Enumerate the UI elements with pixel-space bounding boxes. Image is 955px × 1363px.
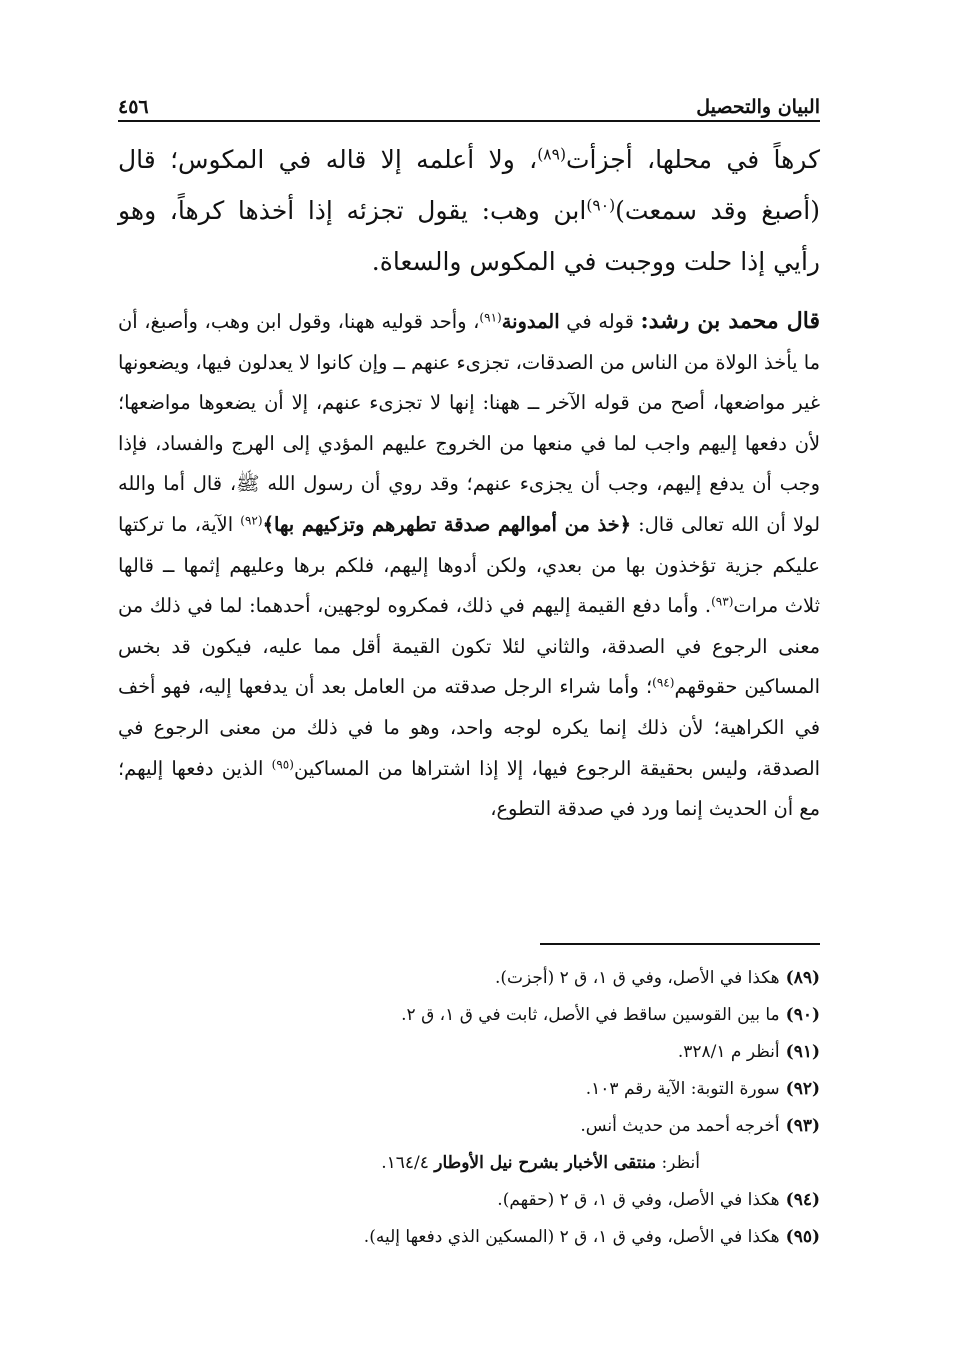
footnote-text: أنظر م ٣٢٨/١.: [677, 1042, 780, 1062]
text-run: الآية، ما تركتها عليكم جزية تؤخذون بها من بعدي، ولكن أدوها إليهم، فلكم برها وعليهم إثمها ــ قالها ثلاث مرات: [118, 512, 820, 618]
footnote-ref-89: (٨٩): [537, 145, 567, 164]
footnotes: [118, 960, 820, 1256]
footnote-sub-suffix: ١٦٤/٤.: [381, 1153, 435, 1173]
text-run: ابن وهب: يقول تجزئه إذا أخذها كرهاً، وهو رأيي إذا حلت ووجبت في المكوس والسعاة.: [118, 196, 820, 276]
footnote-number: (٩١): [785, 1042, 820, 1062]
footnote-item: [118, 960, 820, 997]
footnote-subnote: [118, 1145, 820, 1182]
quran-quote: ﴿خذ من أموالهم صدقة تطهرهم وتزكيهم بها﴾: [262, 512, 631, 536]
text-run: ، وأحد قوليه ههنا، وقول ابن وهب، وأصبغ، أن ما يأخذ الولاة من الناس من الصدقات، تجزىء عنهم ــ وإن كانوا لا يعدلون فيها، ويضعونها غير مواضعها، أصح من قوله الآخر ــ ههنا: إنها لا تجزىء عنهم، إلا أن يضعوها مواضعها؛ لأن دفعها إليهم واجب لما في منعها من الخروج عليهم المؤدي إلى الهرج والفساد، فإذا وجب أن يدفع إليهم، وجب أن يجزىء عنهم؛ وقد روي أن رسول الله ﷺ، قال أما والله لولا أن الله تعالى قال:: [118, 310, 820, 536]
footnote-item: [118, 1108, 820, 1145]
footnote-text: ما بين القوسين ساقط في الأصل، ثابت في ق ١، ق ٢.: [401, 1005, 780, 1025]
text-run: كرهاً في محلها، أجزأت: [566, 145, 820, 174]
paragraph-2: [118, 301, 820, 830]
text-run: ، ولا أعلمه إلا قاله في المكوس؛ قال (أصبغ وقد سمعت): [118, 145, 820, 225]
footnote-number: (٩٠): [785, 1005, 820, 1025]
footnote-ref-95: (٩٥): [271, 756, 294, 771]
footnote-text: هكذا في الأصل، وفي ق ١، ق ٢ (المسكين الذي دفعها إليه).: [363, 1227, 780, 1247]
text-run: الذين دفعها إليهم؛ مع أن الحديث إنما ورد في صدقة التطوع،: [118, 756, 820, 821]
footnote-number: (٩٢): [785, 1079, 820, 1099]
main-text: [118, 134, 820, 830]
paragraph-1: [118, 134, 820, 287]
footnote-item: [118, 1219, 820, 1256]
text-run: . وأما دفع القيمة إليهم في ذلك، فمكروه لوجهين، أحدهما: لما في ذلك من معنى الرجوع في الصدقة، والثاني لئلا تكون القيمة أقل مما عليه، فيكون قد بخس المساكين حقوقهم: [118, 594, 820, 699]
footnote-text: أخرجه أحمد من حديث أنس.: [580, 1116, 780, 1136]
running-title: البيان والتحصيل: [696, 96, 820, 118]
footnote-text: سورة التوبة: الآية رقم ١٠٣.: [585, 1079, 780, 1099]
header-rule: [118, 120, 820, 122]
footnote-number: (٩٣): [785, 1116, 820, 1136]
footnote-item: [118, 1182, 820, 1219]
page-number: ٤٥٦: [118, 96, 149, 118]
footnote-ref-91: (٩١): [479, 310, 502, 325]
footnote-item: [118, 997, 820, 1034]
footnote-number: (٩٥): [785, 1227, 820, 1247]
footnote-text: هكذا في الأصل، وفي ق ١، ق ٢ (أجزت).: [494, 968, 780, 988]
author-lead: قال محمد بن رشد:: [640, 308, 821, 334]
footnote-ref-94: (٩٤): [652, 675, 675, 690]
footnote-separator: [540, 943, 820, 945]
footnote-sub-prefix: أنظر:: [656, 1153, 700, 1173]
page-header: [118, 84, 820, 118]
text-run: قوله في: [559, 310, 641, 333]
footnote-ref-92: (٩٢): [240, 513, 263, 528]
text-run: ؛ وأما شراء الرجل صدقته من العامل بعد أن يدفعها إليه، فهو أخف في الكراهية؛ لأن ذلك إنما يكره لوجه واحد، وهو ما في ذلك من معنى الرجوع في الصدقة، وليس بحقيقة الرجوع فيها، إلا إذا اشتراها من المساكين: [118, 675, 820, 780]
footnote-text: هكذا في الأصل، وفي ق ١، ق ٢ (حقهم).: [497, 1190, 780, 1210]
footnote-ref-93: (٩٣): [711, 594, 734, 609]
footnote-number: (٩٤): [785, 1190, 820, 1210]
footnote-item: [118, 1071, 820, 1108]
footnote-number: (٨٩): [785, 968, 820, 988]
footnote-ref-90: (٩٠): [586, 196, 616, 215]
source-title: المدونة: [501, 310, 560, 333]
footnote-sub-book: منتقى الأخبار بشرح نيل الأوطار: [434, 1153, 657, 1173]
footnote-item: [118, 1034, 820, 1071]
